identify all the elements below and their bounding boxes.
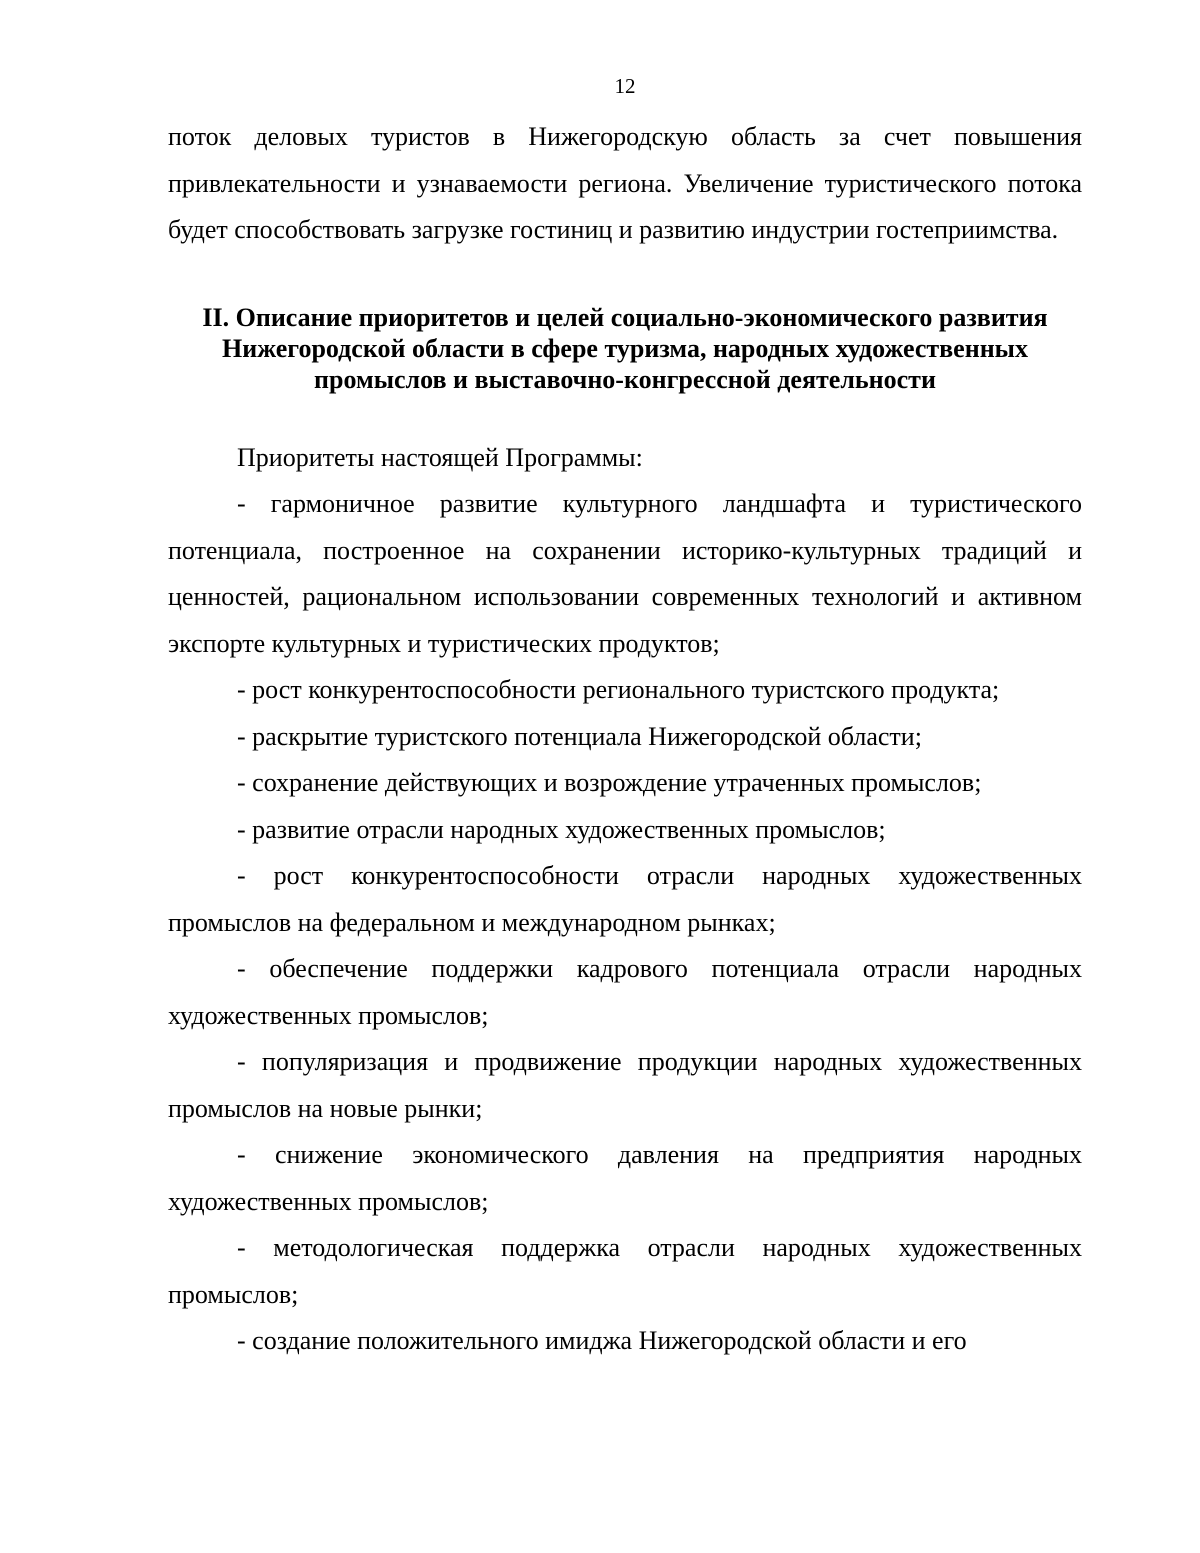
list-item: - обеспечение поддержки кадрового потенциала отрасли народных художественных промыслов; [168, 954, 1082, 1030]
priorities-list [168, 481, 1082, 1365]
list-item: - раскрытие туристского потенциала Нижегородской области; [237, 721, 922, 751]
list-item: - развитие отрасли народных художественных промыслов; [237, 814, 886, 844]
intro-paragraph: поток деловых туристов в Нижегородскую область за счет повышения привлекательности и узнаваемости региона. Увеличение туристического потока будет способствовать загрузке гостиниц и развитию индустрии гостеприимства. [168, 122, 1082, 244]
list-item: - гармоничное развитие культурного ландшафта и туристического потенциала, построенное на сохранении историко-культурных традиций и ценностей, рациональном использовании современных технологий и активном экспорте культурных и туристических продуктов; [168, 489, 1082, 658]
page-number: 12 [614, 74, 636, 98]
list-item: - рост конкурентоспособности регионального туристского продукта; [237, 675, 1000, 704]
list-item: - рост конкурентоспособности отрасли народных художественных промыслов на федеральном и международном рынках; [168, 861, 1082, 937]
list-item: - сохранение действующих и возрождение утраченных промыслов; [237, 768, 982, 797]
list-item: - создание положительного имиджа Нижегородской области и его [237, 1326, 967, 1355]
section-heading [168, 302, 1082, 395]
section-heading-line-3: промыслов и выставочно-конгрессной деятельности [314, 364, 936, 394]
priorities-intro: Приоритеты настоящей Программы: [237, 442, 643, 472]
section-heading-line-2: Нижегородской области в сфере туризма, народных художественных [222, 333, 1028, 363]
list-item: - снижение экономического давления на предприятия народных художественных промыслов; [168, 1140, 1082, 1216]
section-heading-line-1: II. Описание приоритетов и целей социально-экономического развития [202, 302, 1048, 332]
list-item: - популяризация и продвижение продукции народных художественных промыслов на новые рынки; [168, 1047, 1082, 1123]
document-body [168, 114, 1082, 1365]
list-item: - методологическая поддержка отрасли народных художественных промыслов; [168, 1233, 1082, 1309]
